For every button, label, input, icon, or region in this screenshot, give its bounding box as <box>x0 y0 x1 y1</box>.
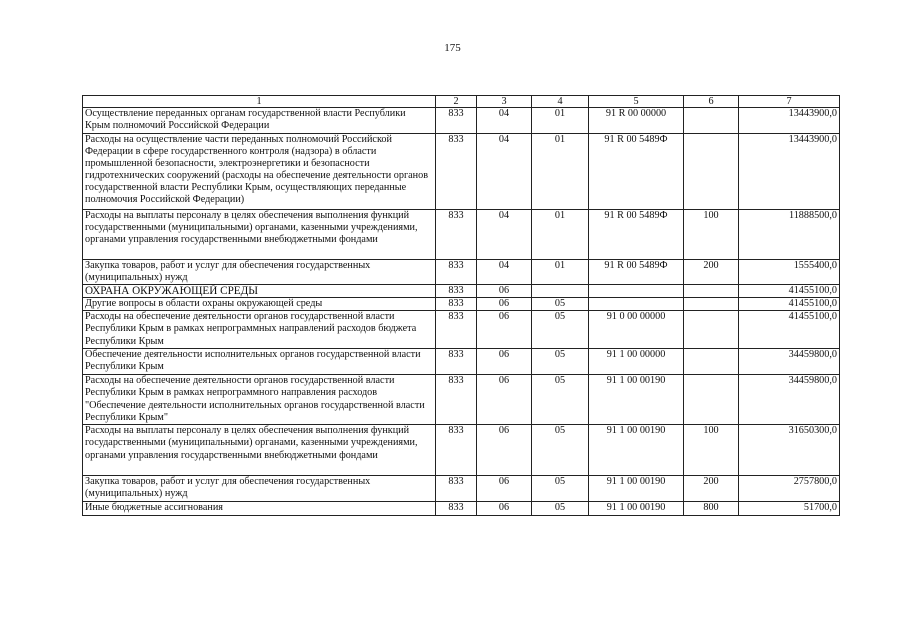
table-row <box>83 476 840 502</box>
cell-gu: 833 <box>436 285 477 298</box>
cell-amount: 13443900,0 <box>739 108 840 134</box>
cell-gu: 833 <box>436 375 477 425</box>
cell-expense-type: 200 <box>684 260 739 285</box>
cell-gu: 833 <box>436 108 477 134</box>
column-header-6: 6 <box>684 96 739 108</box>
cell-section: 06 <box>477 311 532 349</box>
cell-name: Расходы на обеспечение деятельности органов государственной власти Республики Крым в рамках непрограммного направления расходов "Обеспечение деятельности исполнительных органов государственной власти Республики Крым" <box>83 375 436 425</box>
budget-table <box>82 95 840 516</box>
cell-subsection: 05 <box>532 425 589 476</box>
cell-target-article: 91 1 00 00190 <box>589 375 684 425</box>
cell-amount: 13443900,0 <box>739 134 840 210</box>
cell-expense-type <box>684 108 739 134</box>
cell-name: Расходы на осуществление части переданных полномочий Российской Федерации в сфере государственного контроля (надзора) в области промышленной безопасности, электроэнергетики и безопасности гидротехнических сооружений (расходы на обеспечение деятельности органов государственной власти Республики Крым, осуществляющих переданные полномочия Российской Федерации) <box>83 134 436 210</box>
cell-gu: 833 <box>436 298 477 311</box>
table-row <box>83 375 840 425</box>
header-row <box>83 96 840 108</box>
cell-name: Обеспечение деятельности исполнительных органов государственной власти Республики Крым <box>83 349 436 375</box>
cell-gu: 833 <box>436 134 477 210</box>
cell-gu: 833 <box>436 502 477 516</box>
table-row <box>83 260 840 285</box>
cell-subsection: 05 <box>532 311 589 349</box>
cell-target-article: 91 1 00 00190 <box>589 502 684 516</box>
cell-subsection: 01 <box>532 134 589 210</box>
cell-subsection: 01 <box>532 210 589 260</box>
cell-name: ОХРАНА ОКРУЖАЮЩЕЙ СРЕДЫ <box>83 285 436 298</box>
cell-amount: 34459800,0 <box>739 349 840 375</box>
cell-amount: 51700,0 <box>739 502 840 516</box>
cell-gu: 833 <box>436 425 477 476</box>
cell-section: 06 <box>477 425 532 476</box>
cell-name: Расходы на обеспечение деятельности органов государственной власти Республики Крым в рамках непрограммных направлений расходов бюджета Республики Крым <box>83 311 436 349</box>
column-header-5: 5 <box>589 96 684 108</box>
page-number: 175 <box>444 42 461 54</box>
column-header-7: 7 <box>739 96 840 108</box>
cell-gu: 833 <box>436 349 477 375</box>
cell-section: 04 <box>477 260 532 285</box>
table-row <box>83 298 840 311</box>
cell-name: Иные бюджетные ассигнования <box>83 502 436 516</box>
cell-target-article <box>589 298 684 311</box>
cell-gu: 833 <box>436 210 477 260</box>
cell-name: Другие вопросы в области охраны окружающей среды <box>83 298 436 311</box>
cell-amount: 34459800,0 <box>739 375 840 425</box>
cell-amount: 41455100,0 <box>739 311 840 349</box>
cell-gu: 833 <box>436 476 477 502</box>
cell-target-article <box>589 285 684 298</box>
cell-expense-type: 100 <box>684 210 739 260</box>
cell-subsection <box>532 285 589 298</box>
cell-expense-type: 100 <box>684 425 739 476</box>
table-row <box>83 425 840 476</box>
cell-subsection: 05 <box>532 502 589 516</box>
cell-amount: 2757800,0 <box>739 476 840 502</box>
cell-section: 06 <box>477 349 532 375</box>
cell-subsection: 01 <box>532 108 589 134</box>
cell-subsection: 05 <box>532 349 589 375</box>
cell-section: 06 <box>477 476 532 502</box>
cell-expense-type <box>684 349 739 375</box>
cell-expense-type <box>684 134 739 210</box>
cell-section: 06 <box>477 298 532 311</box>
cell-section: 04 <box>477 134 532 210</box>
cell-target-article: 91 0 00 00000 <box>589 311 684 349</box>
column-header-2: 2 <box>436 96 477 108</box>
cell-name: Осуществление переданных органам государственной власти Республики Крым полномочий Российской Федерации <box>83 108 436 134</box>
cell-amount: 41455100,0 <box>739 285 840 298</box>
cell-target-article: 91 R 00 5489Ф <box>589 210 684 260</box>
cell-subsection: 01 <box>532 260 589 285</box>
cell-expense-type: 800 <box>684 502 739 516</box>
cell-expense-type <box>684 311 739 349</box>
cell-section: 04 <box>477 210 532 260</box>
cell-subsection: 05 <box>532 298 589 311</box>
column-header-4: 4 <box>532 96 589 108</box>
cell-amount: 31650300,0 <box>739 425 840 476</box>
table-row <box>83 134 840 210</box>
cell-gu: 833 <box>436 311 477 349</box>
table-row <box>83 285 840 298</box>
cell-target-article: 91 R 00 00000 <box>589 108 684 134</box>
cell-target-article: 91 1 00 00190 <box>589 425 684 476</box>
cell-target-article: 91 1 00 00000 <box>589 349 684 375</box>
cell-name: Закупка товаров, работ и услуг для обеспечения государственных (муниципальных) нужд <box>83 260 436 285</box>
cell-name: Расходы на выплаты персоналу в целях обеспечения выполнения функций государственными (муниципальными) органами, казенными учреждениями, органами управления государственными внебюджетными фондами <box>83 425 436 476</box>
cell-section: 06 <box>477 375 532 425</box>
table-row <box>83 502 840 516</box>
cell-gu: 833 <box>436 260 477 285</box>
column-header-3: 3 <box>477 96 532 108</box>
cell-amount: 11888500,0 <box>739 210 840 260</box>
column-header-1: 1 <box>83 96 436 108</box>
cell-name: Закупка товаров, работ и услуг для обеспечения государственных (муниципальных) нужд <box>83 476 436 502</box>
table-row <box>83 108 840 134</box>
cell-amount: 41455100,0 <box>739 298 840 311</box>
cell-target-article: 91 1 00 00190 <box>589 476 684 502</box>
table-row <box>83 349 840 375</box>
cell-expense-type: 200 <box>684 476 739 502</box>
table-row <box>83 311 840 349</box>
table-body <box>83 108 840 516</box>
cell-expense-type <box>684 298 739 311</box>
cell-amount: 1555400,0 <box>739 260 840 285</box>
cell-expense-type <box>684 285 739 298</box>
cell-section: 06 <box>477 502 532 516</box>
cell-expense-type <box>684 375 739 425</box>
cell-section: 04 <box>477 108 532 134</box>
cell-subsection: 05 <box>532 476 589 502</box>
cell-name: Расходы на выплаты персоналу в целях обеспечения выполнения функций государственными (муниципальными) органами, казенными учреждениями, органами управления государственными внебюджетными фондами <box>83 210 436 260</box>
cell-section: 06 <box>477 285 532 298</box>
cell-target-article: 91 R 00 5489Ф <box>589 134 684 210</box>
table-row <box>83 210 840 260</box>
cell-target-article: 91 R 00 5489Ф <box>589 260 684 285</box>
cell-subsection: 05 <box>532 375 589 425</box>
